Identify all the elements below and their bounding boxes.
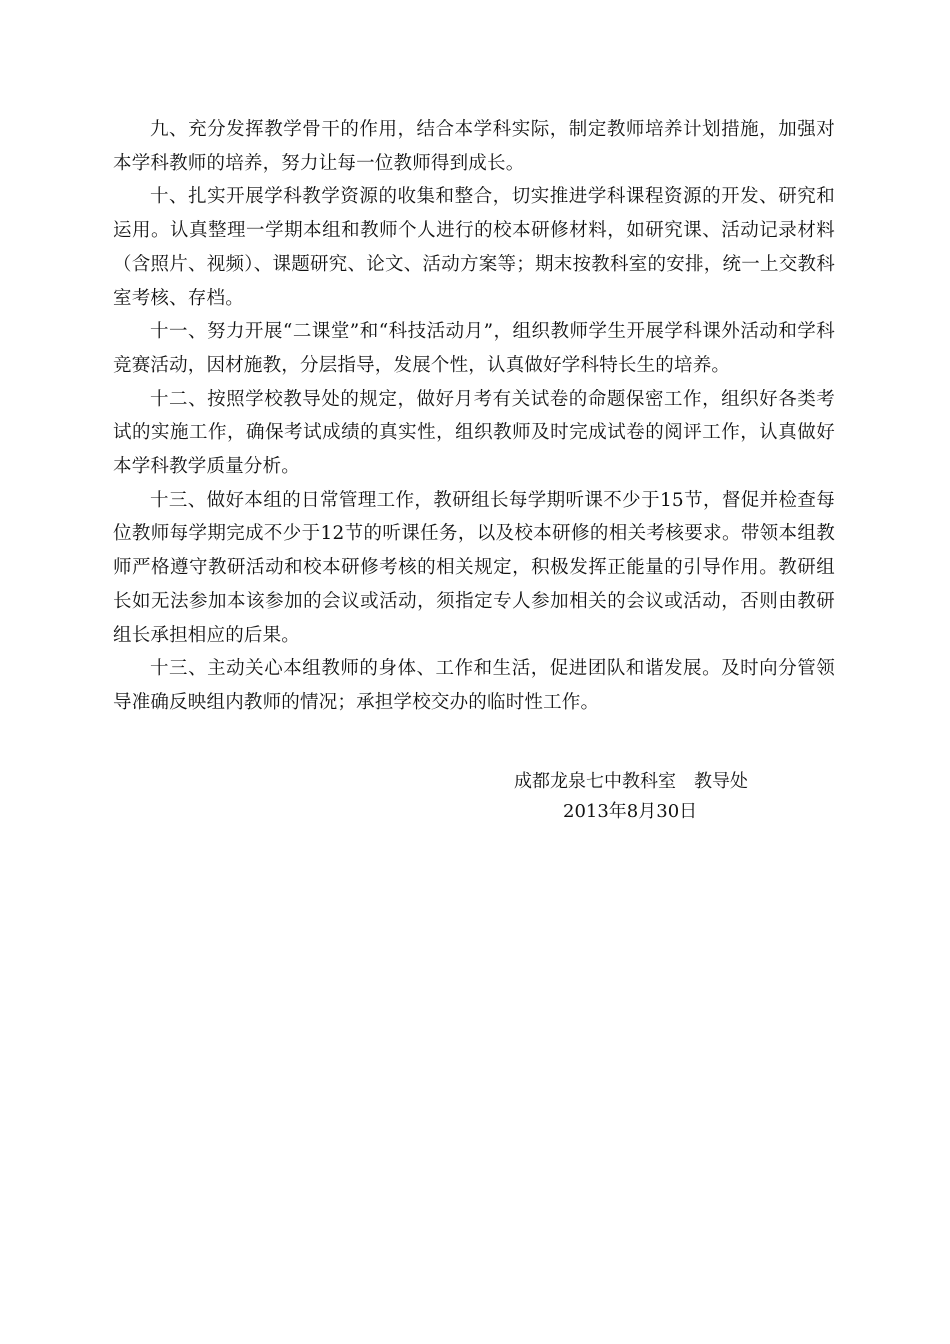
paragraph-13-b: 十三、主动关心本组教师的身体、工作和生活，促进团队和谐发展。及时向分管领导准确反映组内教师的情况；承担学校交办的临时性工作。 bbox=[113, 658, 835, 713]
signature-block bbox=[490, 767, 790, 827]
document-body bbox=[113, 113, 835, 720]
paragraph-10: 十、扎实开展学科教学资源的收集和整合，切实推进学科课程资源的开发、研究和运用。认真整理一学期本组和教师个人进行的校本研修材料，如研究课、活动记录材料（含照片、视频）、课题研究、论文、活动方案等；期末按教科室的安排，统一上交教科室考核、存档。 bbox=[113, 186, 835, 309]
signature-date: 2013年8月30日 bbox=[563, 801, 698, 822]
paragraph-12: 十二、按照学校教导处的规定，做好月考有关试卷的命题保密工作，组织好各类考试的实施工作，确保考试成绩的真实性，组织教师及时完成试卷的阅评工作，认真做好本学科教学质量分析。 bbox=[113, 388, 835, 478]
paragraph-13: 十三、做好本组的日常管理工作，教研组长每学期听课不少于15节，督促并检查每位教师每学期完成不少于12节的听课任务，以及校本研修的相关考核要求。带领本组教师严格遵守教研活动和校本研修考核的相关规定，积极发挥正能量的引导作用。教研组长如无法参加本该参加的会议或活动，须指定专人参加相关的会议或活动，否则由教研组长承担相应的后果。 bbox=[113, 489, 835, 646]
paragraph-9: 九、充分发挥教学骨干的作用，结合本学科实际，制定教师培养计划措施，加强对本学科教师的培养，努力让每一位教师得到成长。 bbox=[113, 119, 835, 174]
paragraph-11: 十一、努力开展“二课堂”和“科技活动月”，组织教师学生开展学科课外活动和学科竞赛活动，因材施教，分层指导，发展个性，认真做好学科特长生的培养。 bbox=[113, 321, 835, 376]
signature-organization: 成都龙泉七中教科室 教导处 bbox=[514, 771, 748, 792]
